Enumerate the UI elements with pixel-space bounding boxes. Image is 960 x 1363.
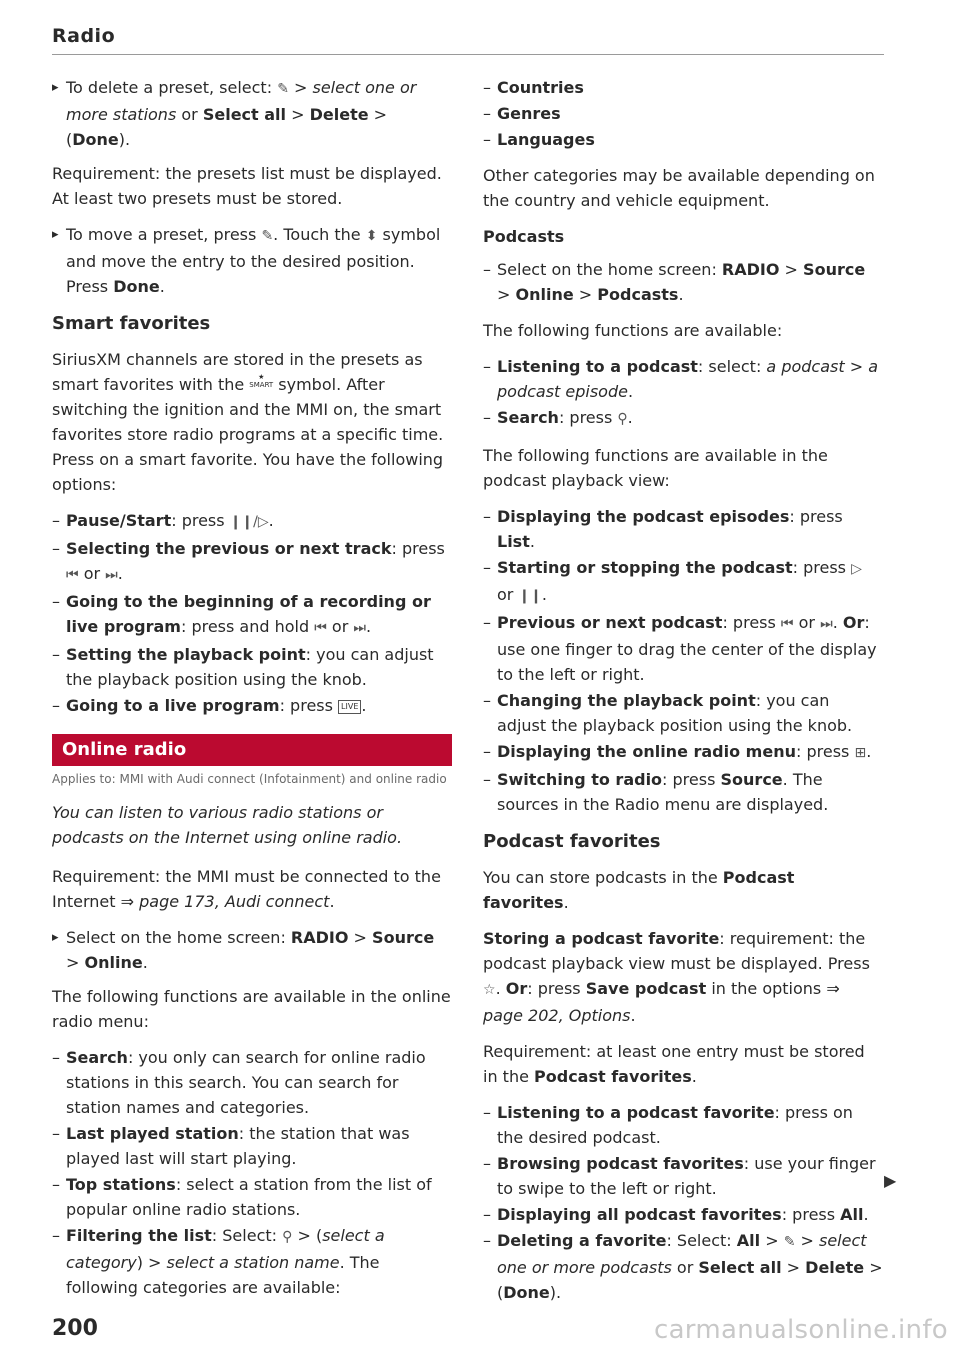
previous-icon[interactable]: ⏮: [780, 616, 794, 632]
page-header: [52, 18, 884, 55]
edit-icon[interactable]: ✎: [261, 228, 274, 244]
list-item: – Listening to a podcast: select: a podcast > a podcast episode.: [483, 354, 883, 404]
watermark: carmanualsonline.info: [653, 1315, 948, 1345]
playback-view-intro: The following functions are available in the podcast playback view:: [483, 446, 828, 490]
requirement-internet: Requirement: the MMI must be connected to the Internet ⇒ page 173, Audi connect.: [52, 867, 441, 911]
move-updown-icon: ⬍: [365, 228, 378, 244]
grid-menu-icon[interactable]: ⊞: [854, 745, 867, 761]
left-column: [52, 75, 452, 1311]
podcast-functions: [483, 354, 883, 432]
list-item: – Browsing podcast favorites: use your finger to swipe to the left or right.: [483, 1151, 883, 1201]
online-radio-banner: Online radio: [52, 734, 452, 766]
pause-icon[interactable]: ❙❙: [518, 588, 542, 604]
other-categories-note: Other categories may be available depending on the country and vehicle equipment.: [483, 166, 875, 210]
live-icon[interactable]: LIVE: [338, 700, 361, 714]
edit-icon[interactable]: ✎: [277, 81, 289, 97]
podcast-functions-intro: The following functions are available:: [483, 321, 783, 340]
list-item: – Selecting the previous or next track: press ⏮ or ⏭.: [52, 536, 452, 588]
list-item: – Going to the beginning of a recording or live program: press and hold ⏮ or ⏭.: [52, 589, 452, 641]
heading-podcast-favorites: Podcast favorites: [483, 831, 661, 852]
online-radio-functions: [52, 1045, 452, 1300]
podcast-favorites-intro: You can store podcasts in the Podcast favorites.: [483, 868, 795, 912]
star-icon[interactable]: ☆: [483, 982, 496, 998]
edit-icon[interactable]: ✎: [783, 1234, 796, 1250]
instruction-select-online: ▸ Select on the home screen: RADIO > Source > Online.: [52, 925, 452, 975]
search-icon[interactable]: ⚲: [617, 411, 628, 427]
list-item: – Switching to radio: press Source. The sources in the Radio menu are displayed.: [483, 767, 883, 817]
search-icon[interactable]: ⚲: [282, 1229, 293, 1245]
instruction-move-preset: ▸ To move a preset, press ✎. Touch the ⬍ symbol and move the entry to the desired position. Press Done.: [52, 222, 452, 299]
list-item: – Genres: [483, 101, 883, 126]
section-title: Radio: [52, 25, 116, 47]
requirement-presets: Requirement: the presets list must be displayed. At least two presets must be stored.: [52, 164, 442, 208]
next-track-icon[interactable]: ⏭: [353, 620, 366, 636]
list-item: – Going to a live program: press LIVE .: [52, 693, 452, 718]
requirement-stored: Requirement: at least one entry must be stored in the Podcast favorites.: [483, 1042, 865, 1086]
continue-arrow-icon: ▶: [884, 1171, 897, 1190]
list-item: – Last played station: the station that was played last will start playing.: [52, 1121, 452, 1171]
previous-track-icon[interactable]: ⏮: [314, 620, 327, 636]
list-item: – Listening to a podcast favorite: press on the desired podcast.: [483, 1100, 883, 1150]
playback-functions: [483, 504, 883, 817]
list-item: – Changing the playback point: you can adjust the playback position using the knob.: [483, 688, 883, 738]
list-item: – Starting or stopping the podcast: press ▷ or ❙❙.: [483, 555, 883, 609]
category-list: [483, 75, 883, 152]
list-item: – Search: press ⚲.: [483, 405, 883, 432]
list-item: – Select on the home screen: RADIO > Source > Online > Podcasts.: [483, 257, 883, 307]
list-item: – Filtering the list: Select: ⚲ > (select a category) > select a station name. The following categories are available:: [52, 1223, 452, 1300]
right-column: [483, 75, 883, 1316]
list-item: – Countries: [483, 75, 883, 100]
list-item: – Pause/Start: press ❙❙/▷.: [52, 508, 452, 535]
page-number: 200: [52, 1316, 98, 1341]
next-icon[interactable]: ⏭: [820, 616, 833, 632]
smart-favorite-icon: ★ SMART: [249, 373, 274, 389]
previous-track-icon[interactable]: ⏮: [66, 567, 79, 583]
list-item: – Setting the playback point: you can adjust the playback position using the knob.: [52, 642, 452, 692]
list-item: – Top stations: select a station from the list of popular online radio stations.: [52, 1172, 452, 1222]
list-item: – Search: you only can search for online radio stations in this search. You can search for station names and categories.: [52, 1045, 452, 1120]
podcasts-select-list: [483, 257, 883, 307]
smart-favorites-options: [52, 508, 452, 718]
play-icon[interactable]: ▷: [851, 561, 862, 577]
next-track-icon[interactable]: ⏭: [105, 567, 118, 583]
applies-to-note: Applies to: MMI with Audi connect (Infotainment) and online radio: [52, 772, 447, 786]
cross-reference-link[interactable]: ⇒ page 173, Audi connect: [120, 892, 330, 911]
pause-play-icon[interactable]: ❙❙/▷: [229, 514, 269, 530]
list-item: – Languages: [483, 127, 883, 152]
list-item: – Displaying all podcast favorites: press All.: [483, 1202, 883, 1227]
heading-smart-favorites: Smart favorites: [52, 313, 211, 334]
list-item: – Deleting a favorite: Select: All > ✎ > select one or more podcasts or Select all > Delete > (Done).: [483, 1228, 883, 1305]
heading-podcasts: Podcasts: [483, 227, 565, 246]
functions-intro: The following functions are available in the online radio menu:: [52, 987, 451, 1031]
favorites-functions: [483, 1100, 883, 1305]
smart-favorites-paragraph: SiriusXM channels are stored in the presets as smart favorites with the ★ SMART symbol. After switching the ignition and the MMI on, the smart favorites store radio programs at a specific time. Press on a smart favorite. You have the following options:: [52, 350, 444, 494]
cross-reference-link[interactable]: ⇒ page 202, Options: [483, 979, 840, 1025]
list-item: – Displaying the online radio menu: press ⊞.: [483, 739, 883, 766]
storing-favorite-paragraph: Storing a podcast favorite: requirement: the podcast playback view must be displayed. Press ☆. Or: press Save podcast in the options ⇒ page 202, Options.: [483, 929, 870, 1025]
instruction-delete-preset: ▸ To delete a preset, select: ✎ > select one or more stations or Select all > Delete > (Done).: [52, 75, 452, 152]
list-item: – Displaying the podcast episodes: press List.: [483, 504, 883, 554]
online-radio-intro: You can listen to various radio stations or podcasts on the Internet using online radio.: [52, 803, 403, 847]
list-item: – Previous or next podcast: press ⏮ or ⏭. Or: use one finger to drag the center of the display to the left or right.: [483, 610, 883, 687]
